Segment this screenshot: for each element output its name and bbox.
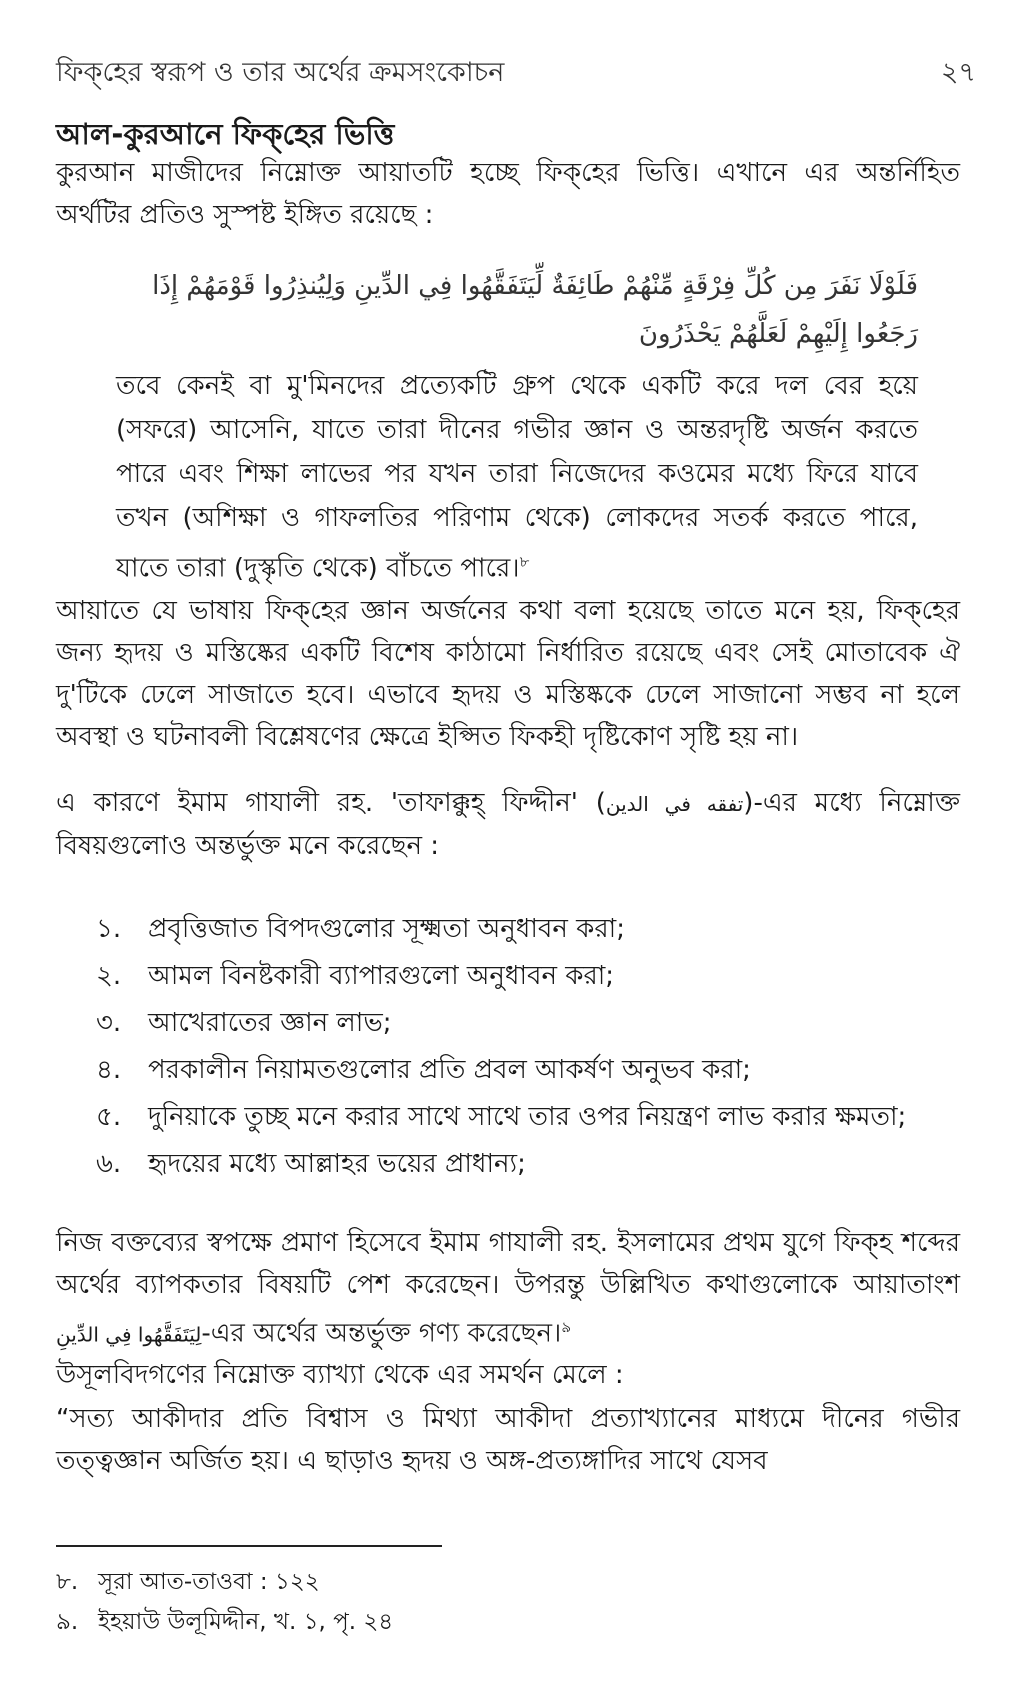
list-item <box>96 1094 956 1141</box>
list-item <box>96 1141 956 1188</box>
footnote-ref-9[interactable]: ৯ <box>561 1318 572 1336</box>
footnote-number: ৯. <box>56 1608 79 1635</box>
intro-paragraph: কুরআন মাজীদের নিম্নোক্ত আয়াতটি হচ্ছে ফিক্‌হের ভিত্তি। এখানে এর অন্তর্নিহিত অর্থটির প্রতিও সুস্পষ্ট ইঙ্গিত রয়েছে : <box>56 158 960 230</box>
page-number: ২৭ <box>940 56 976 88</box>
translation-text: তবে কেনই বা মু'মিনদের প্রত্যেকটি গ্রুপ থেকে একটি করে দল বের হয়ে (সফরে) আসেনি, যাতে তারা দীনের গভীর জ্ঞান ও অন্তরদৃষ্টি অর্জন করতে পারে এবং শিক্ষা লাভের পর যখন তারা নিজেদের কওমের মধ্যে ফিরে যাবে তখন (অশিক্ষা ও গাফলতির পরিণাম থেকে) লোকদের সতর্ক করতে পারে, যাতে তারা (দুস্কৃতি থেকে) বাঁচতে পারে। <box>116 371 918 584</box>
footnote-number: ৮. <box>56 1568 79 1595</box>
list-number: ৩. <box>96 1007 122 1038</box>
paragraph-2-text-b: )-এর মধ্যে নিম্নোক্ত বিষয়গুলোও অন্তর্ভুক্ত মনে করেছেন : <box>56 788 960 861</box>
running-title: ফিক্‌হের স্বরূপ ও তার অর্থের ক্রমসংকোচন <box>56 56 505 88</box>
list-item <box>96 953 956 1000</box>
list-text: আমল বিনষ্টকারী ব্যাপারগুলো অনুধাবন করা; <box>148 960 615 991</box>
list-number: ১. <box>96 913 122 944</box>
list-item <box>96 1047 956 1094</box>
list-text: আখেরাতের জ্ঞান লাভ; <box>148 1007 392 1038</box>
section-heading: আল-কুরআনে ফিক্‌হের ভিত্তি <box>56 117 395 151</box>
footnotes <box>56 1562 956 1642</box>
arabic-inline-term: تفقه في الدين <box>605 792 744 816</box>
footnote-text: ইহয়াউ উলূমিদ্দীন, খ. ১, পৃ. ২৪ <box>98 1608 394 1635</box>
paragraph-2 <box>56 782 960 867</box>
paragraph-3-text-b: -এর অর্থের অন্তর্ভুক্ত গণ্য করেছেন। <box>201 1318 562 1349</box>
quote-paragraph: “সত্য আকীদার প্রতি বিশ্বাস ও মিথ্যা আকীদা প্রত্যাখ্যানের মাধ্যমে দীনের গভীর তত্ত্বজ্ঞান অর্জিত হয়। এ ছাড়াও হৃদয় ও অঙ্গ-প্রত্যঙ্গাদির সাথে যেসব <box>56 1404 960 1476</box>
footnote-item <box>56 1562 956 1602</box>
list-number: ৪. <box>96 1054 122 1085</box>
list-text: পরকালীন নিয়ামতগুলোর প্রতি প্রবল আকর্ষণ অনুভব করা; <box>148 1054 751 1085</box>
footnote-item <box>56 1602 956 1642</box>
footnote-text: সূরা আত-তাওবা : ১২২ <box>98 1568 320 1595</box>
list-item <box>96 906 956 953</box>
paragraph-1: আয়াতে যে ভাষায় ফিক্‌হের জ্ঞান অর্জনের কথা বলা হয়েছে তাতে মনে হয়, ফিক্‌হের জন্য হৃদয় ও মস্তিষ্কের একটি বিশেষ কাঠামো নির্ধারিত রয়েছে এবং সেই মোতাবেক ঐ দু'টিকে ঢেলে সাজাতে হবে। এভাবে হৃদয় ও মস্তিষ্ককে ঢেলে সাজানো সম্ভব না হলে অবস্থা ও ঘটনাবলী বিশ্লেষণের ক্ষেত্রে ইপ্সিত ফিকহী দৃষ্টিকোণ সৃষ্টি হয় না। <box>56 596 960 752</box>
list-text: হৃদয়ের মধ্যে আল্লাহর ভয়ের প্রাধান্য; <box>148 1148 526 1179</box>
arabic-verse: فَلَوْلَا نَفَرَ مِن كُلِّ فِرْقَةٍ مِّنْهُمْ طَائِفَةٌ لِّيَتَفَقَّهُوا فِي الدِّينِ وَلِيُنذِرُوا قَوْمَهُمْ إِذَا رَجَعُوا إِلَيْهِمْ لَعَلَّهُمْ يَحْذَرُونَ <box>152 271 918 349</box>
running-header <box>56 52 976 96</box>
paragraph-3 <box>56 1222 960 1356</box>
list-text: প্রবৃত্তিজাত বিপদগুলোর সূক্ষ্মতা অনুধাবন করা; <box>148 913 625 944</box>
footnote-divider <box>56 1545 442 1547</box>
list-number: ৫. <box>96 1101 122 1132</box>
list-number: ৬. <box>96 1148 122 1179</box>
verse-translation <box>116 364 918 591</box>
arabic-inline-verse: لِيَتَفَقَّهُوا فِي الدِّينِ <box>56 1322 202 1347</box>
list-item <box>96 1000 956 1047</box>
footnote-ref-8[interactable]: ৮ <box>519 553 530 571</box>
list-number: ২. <box>96 960 122 991</box>
paragraph-3-text-a: নিজ বক্তব্যের স্বপক্ষে প্রমাণ হিসেবে ইমাম গাযালী রহ. ইসলামের প্রথম যুগে ফিক্‌হ শব্দের অর্থের ব্যাপকতার বিষয়টি পেশ করেছেন। উপরন্তু উল্লিখিত কথাগুলোকে আয়াতাংশ <box>56 1228 960 1300</box>
numbered-list <box>96 906 956 1188</box>
list-text: দুনিয়াকে তুচ্ছ মনে করার সাথে সাথে তার ওপর নিয়ন্ত্রণ লাভ করার ক্ষমতা; <box>148 1101 907 1132</box>
paragraph-4: উসূলবিদগণের নিম্নোক্ত ব্যাখ্যা থেকে এর সমর্থন মেলে : <box>56 1360 624 1390</box>
paragraph-2-text-a: এ কারণে ইমাম গাযালী রহ. 'তাফাক্কুহ্ ফিদ্দীন' ( <box>56 788 606 818</box>
